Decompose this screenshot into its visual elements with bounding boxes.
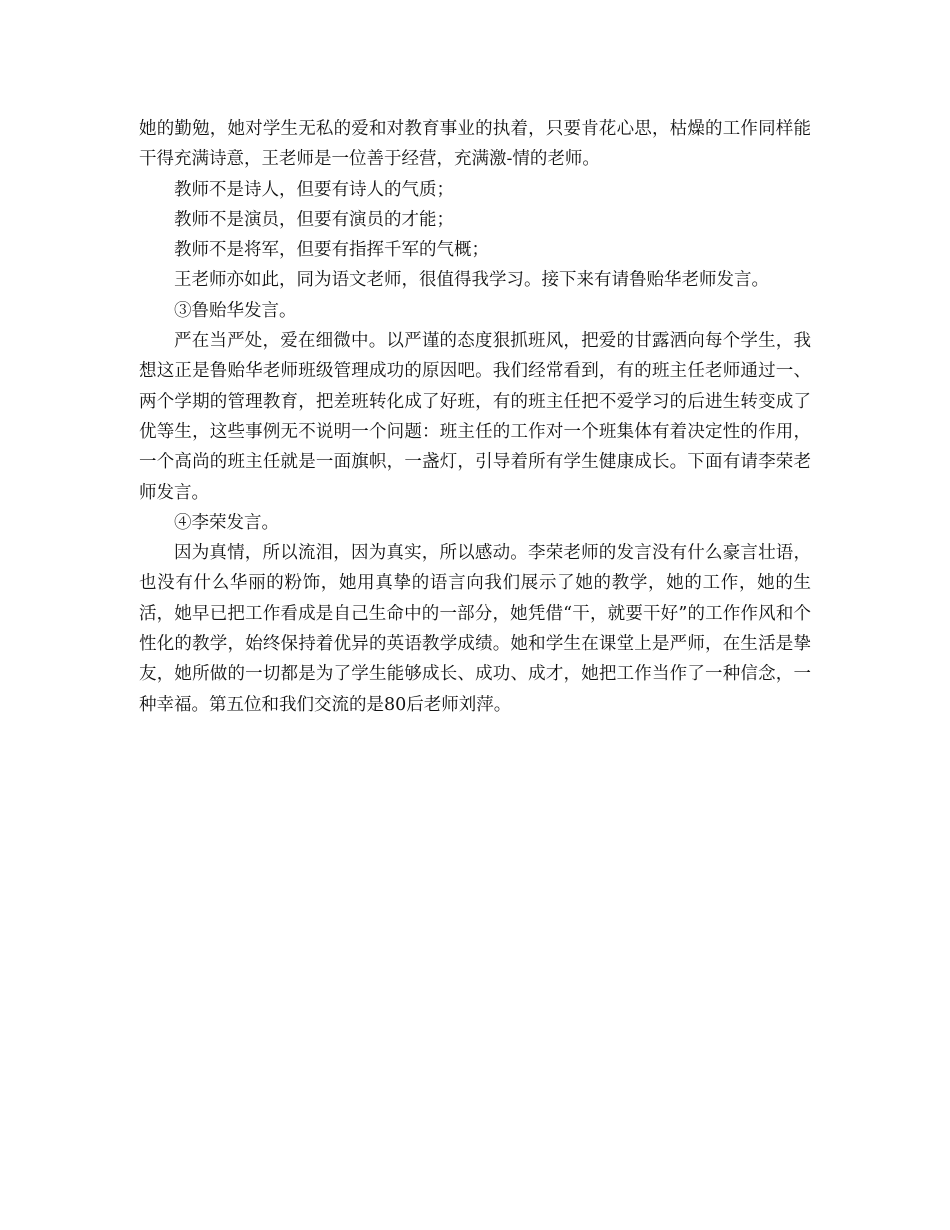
paragraph-wang-summary: 王老师亦如此，同为语文老师，很值得我学习。接下来有请鲁贻华老师发言。	[174, 270, 769, 291]
paragraph-heading-li: ④李荣发言。	[174, 512, 279, 533]
paragraph-actor-line: 教师不是演员，但要有演员的才能；	[174, 209, 454, 230]
paragraph-general-line: 教师不是将军，但要有指挥千军的气概；	[174, 240, 489, 261]
paragraph-heading-lu: ③鲁贻华发言。	[174, 300, 297, 321]
paragraph-poet-line: 教师不是诗人，但要有诗人的气质；	[174, 179, 454, 200]
paragraph-continuation: 她的勤勉，她对学生无私的爱和对教育事业的执着，只要肯花心思，枯燥的工作同样能干得充满诗意，王老师是一位善于经营，充满激-情的老师。	[139, 119, 811, 170]
paragraph-lu-summary: 严在当严处，爱在细微中。以严谨的态度狠抓班风，把爱的甘露洒向每个学生，我想这正是鲁贻华老师班级管理成功的原因吧。我们经常看到，有的班主任老师通过一、两个学期的管理教育，把差班转化成了好班，有的班主任把不爱学习的后进生转变成了优等生，这些事例无不说明一个问题：班主任的工作对一个班集体有着决定性的作用，一个高尚的班主任就是一面旗帜，一盏灯，引导着所有学生健康成长。下面有请李荣老师发言。	[139, 331, 811, 503]
document-body	[139, 114, 811, 720]
paragraph-li-summary: 因为真情，所以流泪，因为真实，所以感动。李荣老师的发言没有什么豪言壮语，也没有什么华丽的粉饰，她用真挚的语言向我们展示了她的教学，她的工作，她的生活，她早已把工作看成是自己生命中的一部分，她凭借“干，就要干好”的工作作风和个性化的教学，始终保持着优异的英语教学成绩。她和学生在课堂上是严师，在生活是挚友，她所做的一切都是为了学生能够成长、成功、成才，她把工作当作了一种信念，一种幸福。第五位和我们交流的是80后老师刘萍。	[139, 543, 811, 715]
